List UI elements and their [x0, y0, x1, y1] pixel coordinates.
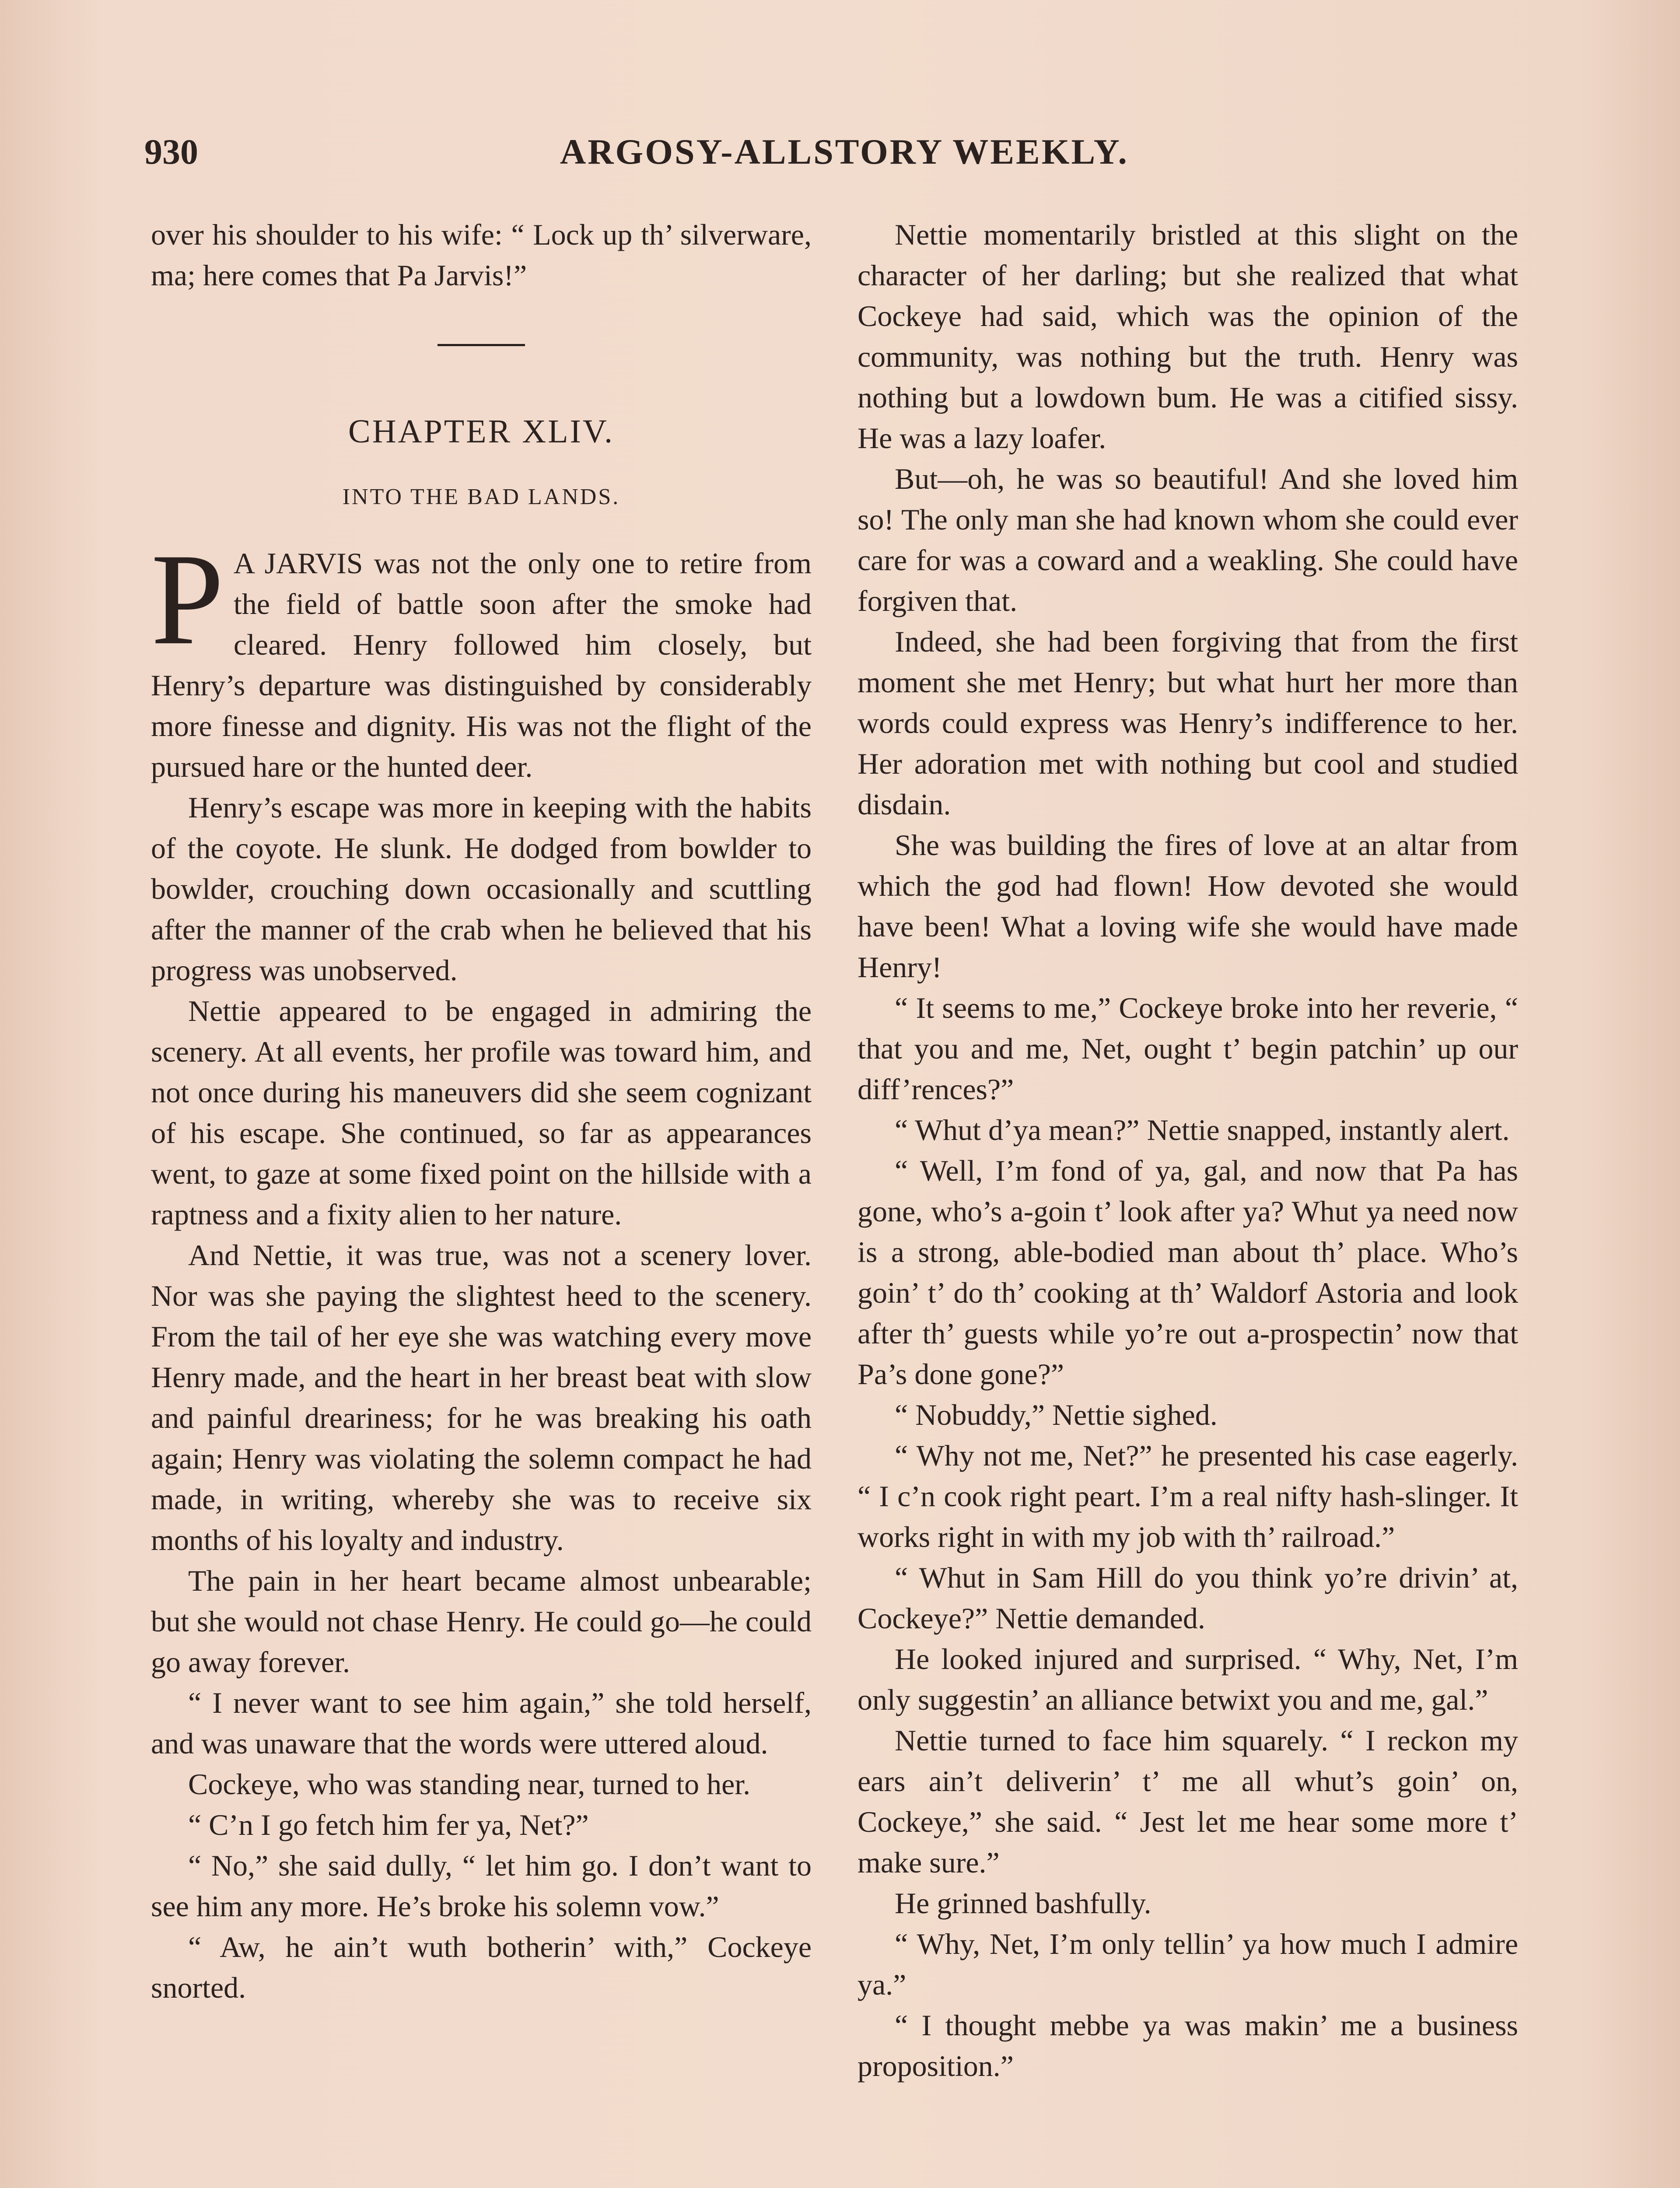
paragraph: He looked injured and surprised. “ Why, Net, I’m only suggestin’ an alliance betwixt you and me, gal.” — [858, 1642, 1518, 1716]
paragraph: “ Why, Net, I’m only tellin’ ya how much I admire ya.” — [858, 1927, 1518, 2001]
chapter-subtitle: INTO THE BAD LANDS. — [342, 484, 620, 509]
section-divider — [438, 344, 525, 346]
opening-paragraph — [151, 526, 812, 787]
page-number: 930 — [144, 132, 198, 172]
paragraph: The pain in her heart became almost unbearable; but she would not chase Henry. He could go—he could go away forever. — [151, 1564, 812, 1679]
right-column — [858, 214, 1518, 2086]
paragraph: Cockeye, who was standing near, turned to her. — [188, 1767, 751, 1801]
drop-cap: P — [151, 526, 224, 672]
page-header — [144, 131, 1544, 184]
paragraph: “ It seems to me,” Cockeye broke into her reverie, “ that you and me, Net, ought t’ begin patchin’ up our diff’rences?” — [858, 991, 1518, 1106]
paragraph: “ Whut in Sam Hill do you think yo’re drivin’ at, Cockeye?” Nettie demanded. — [858, 1561, 1518, 1635]
opening-paragraph-text: A JARVIS was not the only one to retire from the field of battle soon after the smoke had cleared. Henry followed him closely, but Henry’s departure was distinguished by considerably more finesse and dignity. His was not the flight of the pursued hare or the hunted deer. — [151, 547, 812, 783]
paragraph: “ I never want to see him again,” she told herself, and was unaware that the words were uttered aloud. — [151, 1686, 812, 1760]
chapter-title: CHAPTER XLIV. — [348, 413, 614, 450]
paragraph: “ Whut d’ya mean?” Nettie snapped, instantly alert. — [895, 1113, 1510, 1147]
paragraph: He grinned bashfully. — [895, 1886, 1152, 1920]
paragraph: “ C’n I go fetch him fer ya, Net?” — [188, 1808, 589, 1841]
paragraph: Indeed, she had been forgiving that from the first moment she met Henry; but what hurt her more than words could express was Henry’s indifference to her. Her adoration met with nothing but cool and studied disdain. — [858, 625, 1518, 821]
paragraph: “ I thought mebbe ya was makin’ me a business proposition.” — [858, 2009, 1518, 2083]
paragraph: “ Why not me, Net?” he presented his case eagerly. “ I c’n cook right peart. I’m a real nifty hash-slinger. It works right in with my job with th’ railroad.” — [858, 1439, 1518, 1553]
paragraph: Nettie appeared to be engaged in admiring the scenery. At all events, her profile was toward him, and not once during his maneuvers did she seem cognizant of his escape. She continued, so far as appearances went, to gaze at some fixed point on the hillside with a raptness and a fixity alien to her nature. — [151, 994, 812, 1231]
paragraph: But—oh, he was so beautiful! And she loved him so! The only man she had known whom she could ever care for was a coward and a weakling. She could have forgiven that. — [858, 462, 1518, 617]
paragraph: “ Nobuddy,” Nettie sighed. — [895, 1398, 1218, 1431]
left-column — [151, 214, 812, 2008]
paragraph: Henry’s escape was more in keeping with the habits of the coyote. He slunk. He dodged from bowlder to bowlder, crouching down occasionally and scuttling after the manner of the crab when he believed that his progress was unobserved. — [151, 791, 812, 987]
paragraph: Nettie momentarily bristled at this slight on the character of her darling; but she realized that what Cockeye had said, which was the opinion of the community, was nothing but the truth. Henry was nothing but a lowdown bum. He was a citified sissy. He was a lazy loafer. — [858, 218, 1518, 455]
running-title: ARGOSY-ALLSTORY WEEKLY. — [560, 132, 1129, 172]
paragraph: And Nettie, it was true, was not a scenery lover. Nor was she paying the slightest heed to the scenery. From the tail of her eye she was watching every move Henry made, and the heart in her breast beat with slow and painful dreariness; for he was breaking his oath again; Henry was violating the solemn compact he had made, in writing, whereby she was to receive six months of his loyalty and industry. — [151, 1238, 812, 1557]
paragraph: Nettie turned to face him squarely. “ I reckon my ears ain’t deliverin’ t’ me all whut’s goin’ on, Cockeye,” she said. “ Jest let me hear some more t’ make sure.” — [858, 1724, 1518, 1879]
paragraph: “ Well, I’m fond of ya, gal, and now that Pa has gone, who’s a-goin t’ look after ya? Whut ya need now is a strong, able-bodied man about th’ place. Who’s goin’ t’ do th’ cooking at th’ Waldorf Astoria and look after th’ guests while yo’re out a-prospectin’ now that Pa’s done gone?” — [858, 1154, 1518, 1391]
paragraph: She was building the fires of love at an altar from which the god had flown! How devoted she would have been! What a loving wife she would have made Henry! — [858, 828, 1518, 984]
paragraph: over his shoulder to his wife: “ Lock up th’ silverware, ma; here comes that Pa Jarvis!” — [151, 218, 812, 292]
paragraph: “ No,” she said dully, “ let him go. I don’t want to see him any more. He’s broke his solemn vow.” — [151, 1849, 812, 1923]
paragraph: “ Aw, he ain’t wuth botherin’ with,” Cockeye snorted. — [151, 1930, 812, 2004]
